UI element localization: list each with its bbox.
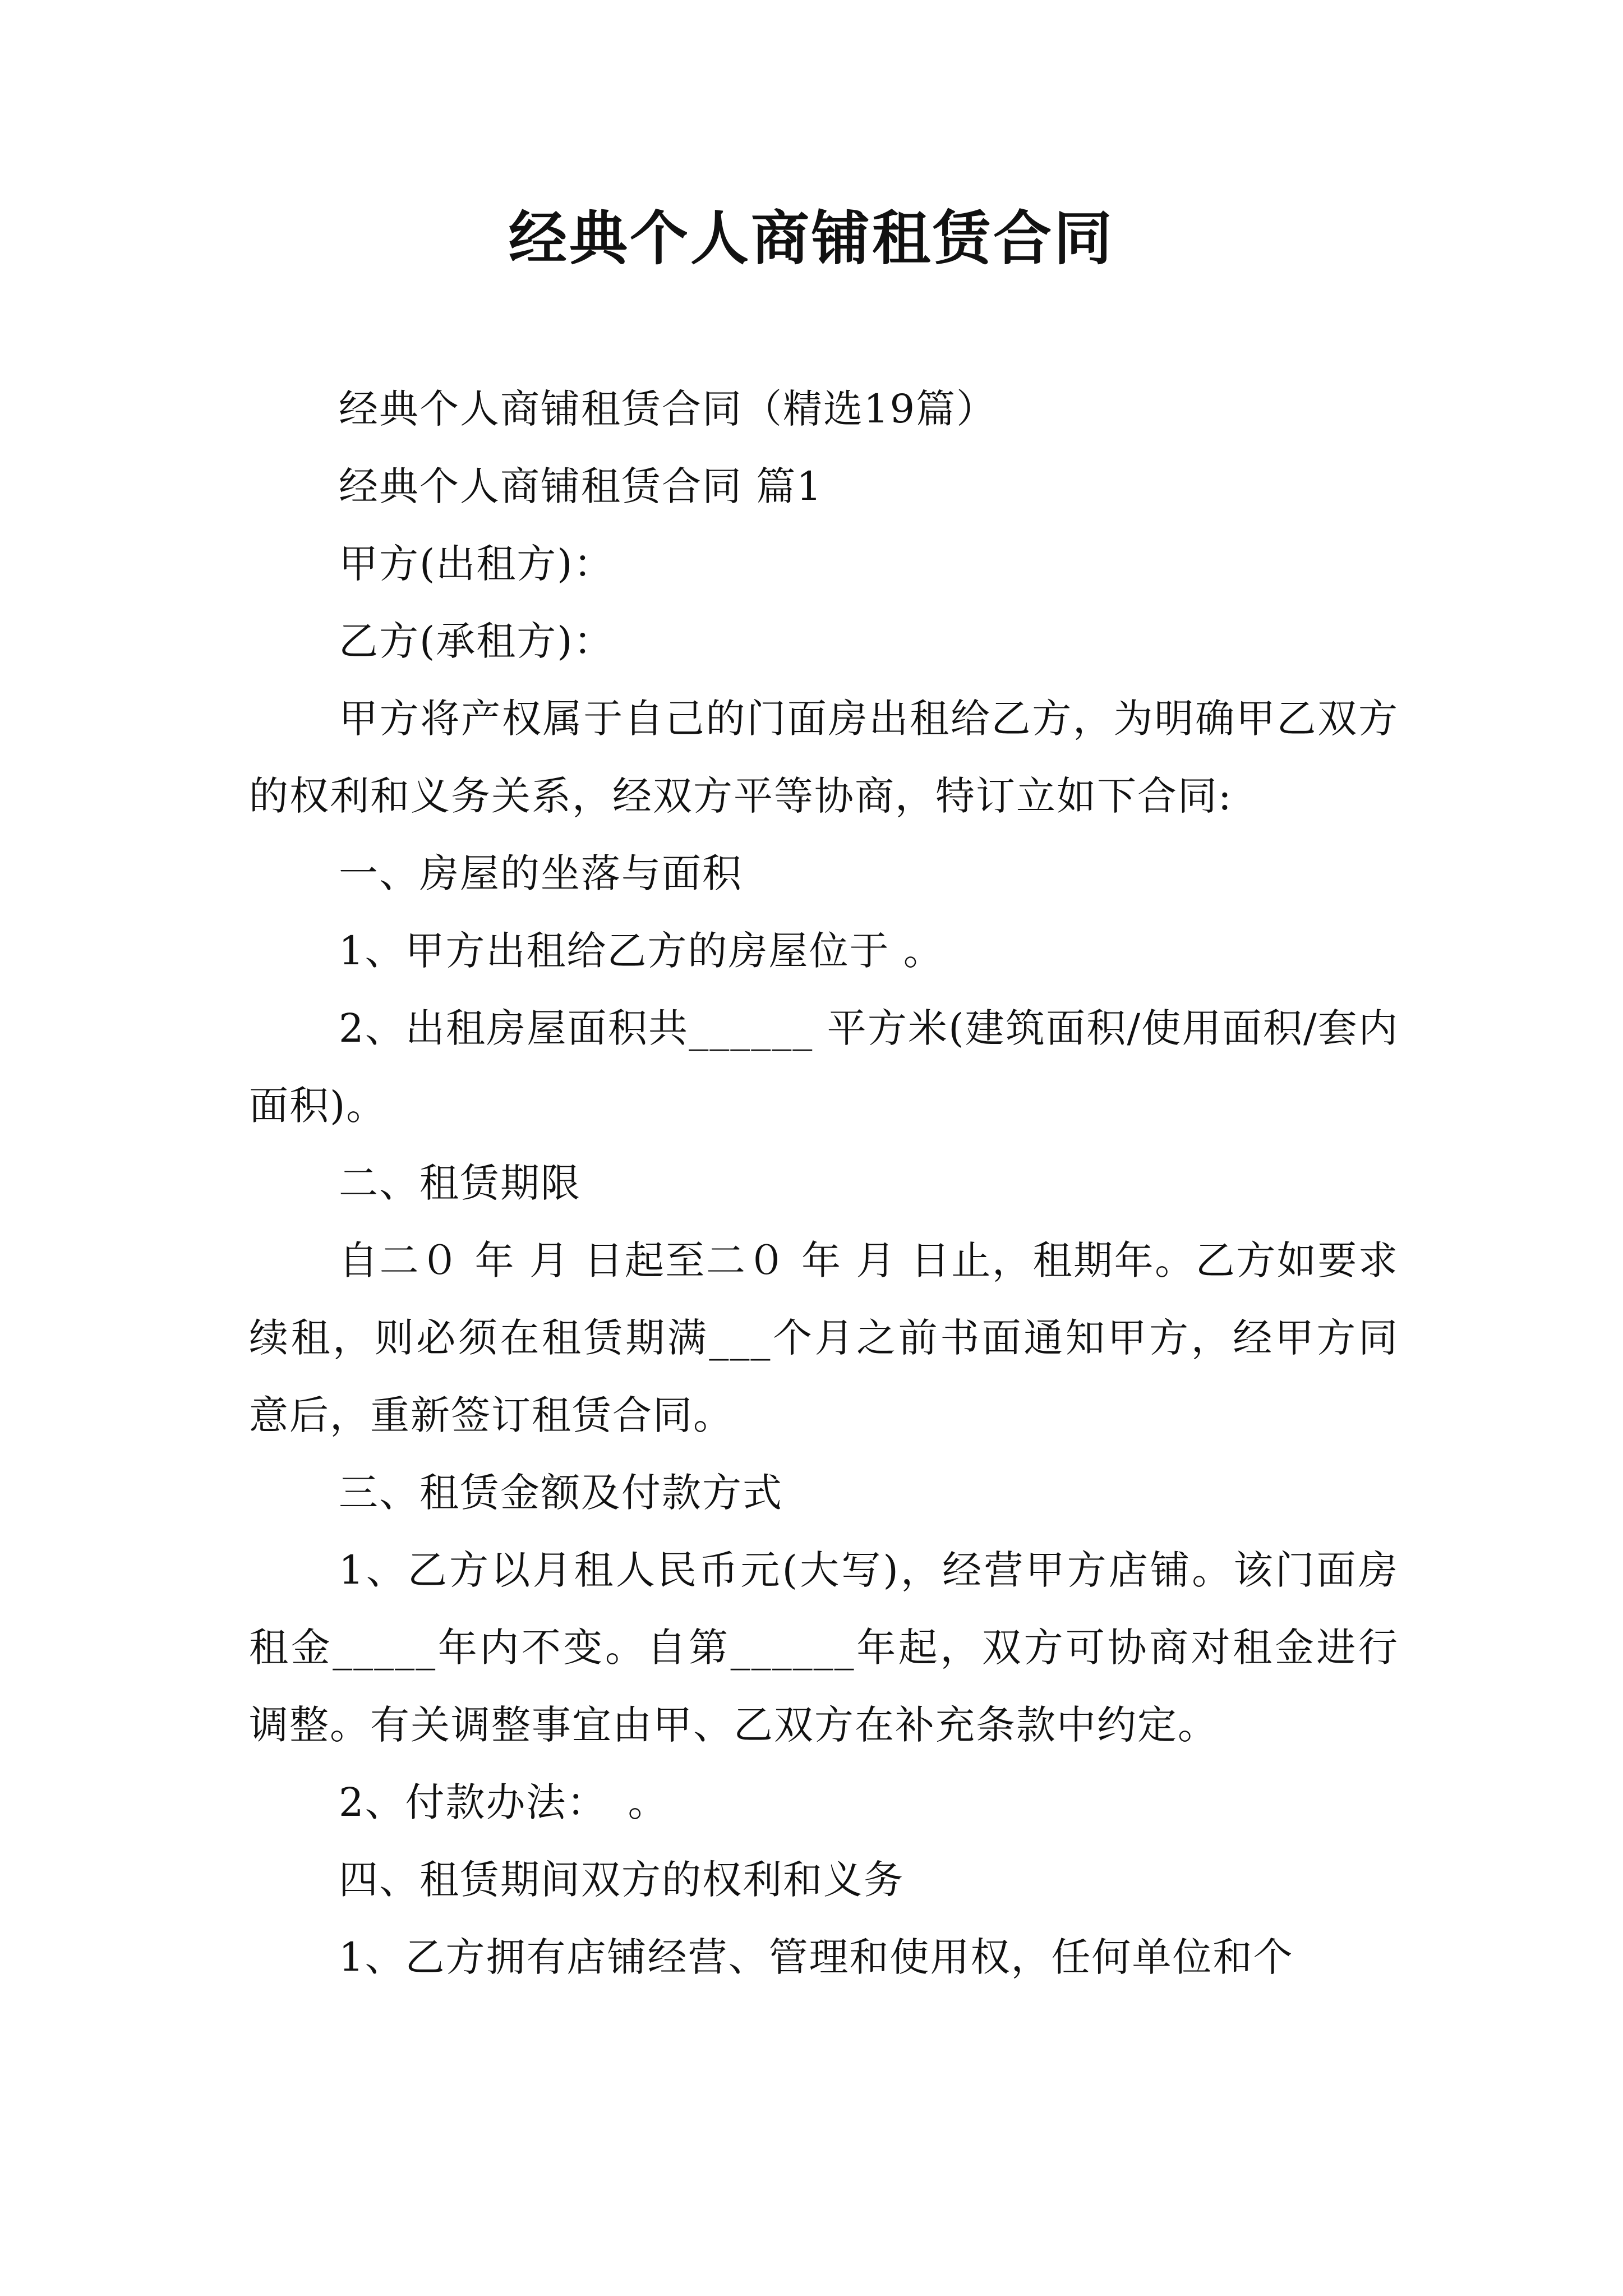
- paragraph-clause: 1、乙方拥有店铺经营、管理和使用权，任何单位和个: [339, 1934, 1294, 1980]
- paragraph-heading-2: 二、租赁期限: [339, 1160, 581, 1206]
- paragraph-clause: 1、甲方出租给乙方的房屋位于 。: [339, 928, 944, 974]
- paragraph-party-a: 甲方(出租方)：: [339, 541, 614, 587]
- paragraph-preamble: 甲方将产权属于自己的门面房出租给乙方，为明确甲乙双方的权利和义务关系，经双方平等协商，特订立如下合同:: [249, 696, 1399, 819]
- paragraph-clause: 自二０ 年 月 日起至二０ 年 月 日止，租期年。乙方如要求续租，则必须在租赁期满___个月之前书面通知甲方，经甲方同意后，重新签订租赁合同。: [249, 1237, 1399, 1438]
- paragraph-clause: 1、乙方以月租人民币元(大写)，经营甲方店铺。该门面房租金_____年内不变。自第______年起，双方可协商对租金进行调整。有关调整事宜由甲、乙双方在补充条款中约定。: [249, 1547, 1399, 1748]
- paragraph-clause: 2、付款办法： 。: [339, 1779, 668, 1825]
- document-body: [249, 370, 1399, 1996]
- paragraph-section-heading: 经典个人商铺租赁合同 篇1: [339, 463, 823, 509]
- paragraph-subtitle: 经典个人商铺租赁合同（精选19篇）: [339, 386, 997, 432]
- paragraph-heading-1: 一、房屋的坐落与面积: [339, 850, 743, 896]
- paragraph-party-b: 乙方(承租方)：: [339, 618, 614, 664]
- document-title: 经典个人商铺租赁合同: [508, 204, 1114, 273]
- paragraph-heading-4: 四、租赁期间双方的权利和义务: [339, 1857, 904, 1903]
- paragraph-heading-3: 三、租赁金额及付款方式: [339, 1470, 783, 1516]
- paragraph-clause: 2、出租房屋面积共______ 平方米(建筑面积/使用面积/套内面积)。: [249, 1005, 1399, 1129]
